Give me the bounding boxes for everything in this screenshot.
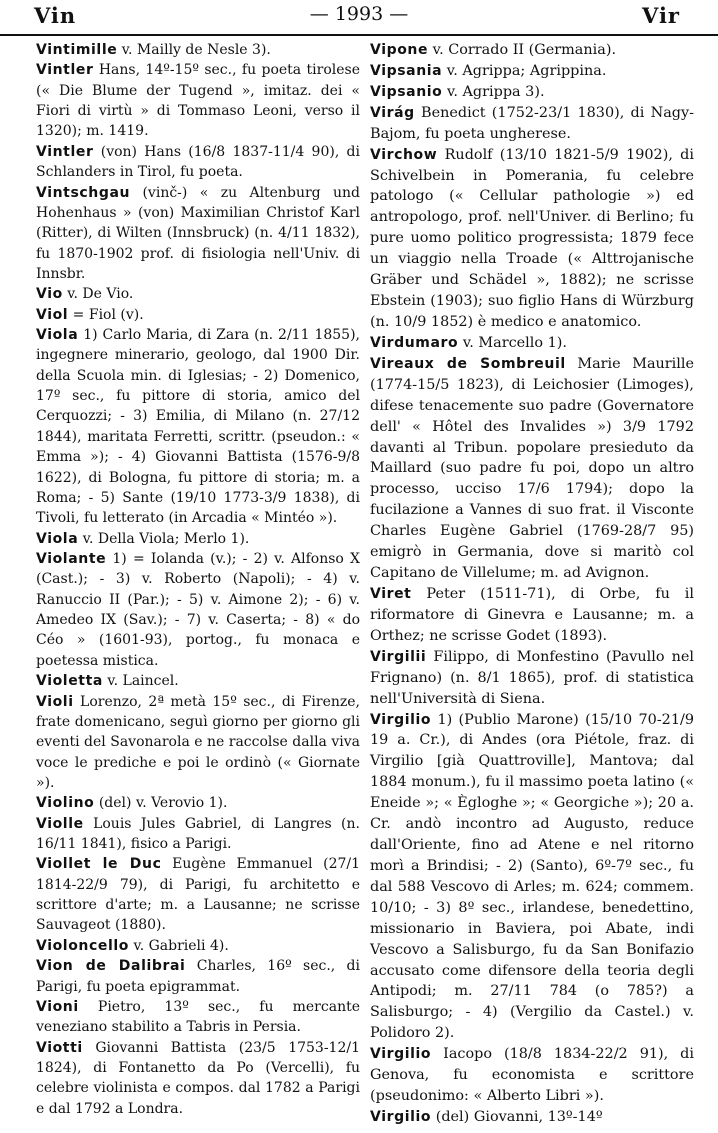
entry-text: v. Marcello 1). [458, 334, 567, 351]
dictionary-entry [370, 647, 694, 710]
entry-headword: Vipone [370, 42, 429, 58]
header-right-guide: Vir [642, 3, 680, 28]
dictionary-entry [36, 325, 360, 529]
dictionary-entry [36, 671, 360, 691]
entry-headword: Virdumaro [370, 334, 459, 351]
entry-headword: Violle [36, 815, 84, 832]
header-left-guide: Vin [34, 3, 77, 28]
dictionary-entry [36, 1038, 360, 1119]
entry-headword: Vintimille [36, 42, 118, 58]
entry-headword: Violino [36, 795, 95, 812]
dictionary-entry [370, 61, 694, 82]
dictionary-entry [370, 82, 694, 103]
dictionary-entry [36, 305, 360, 325]
entry-headword: Violoncello [36, 937, 129, 954]
entry-headword: Vion de Dalibrai [36, 958, 186, 975]
dictionary-entry [36, 183, 360, 285]
entry-text: v. Gabrieli 4). [129, 937, 229, 954]
left-column [36, 40, 360, 1119]
entry-text: = Fiol (v). [68, 306, 144, 323]
dictionary-entry [370, 333, 694, 354]
dictionary-entry [36, 60, 360, 141]
entry-headword: Virgilii [370, 648, 427, 665]
dictionary-entry [370, 103, 694, 145]
entry-text: v. Mailly de Nesle 3). [117, 42, 271, 58]
entry-headword: Viola [36, 530, 79, 547]
page-header [0, 0, 718, 36]
entry-headword: Virgilio [370, 1109, 432, 1126]
dictionary-entry [36, 692, 360, 794]
entry-headword: Vio [36, 286, 63, 303]
entry-headword: Vipsania [370, 62, 443, 79]
entry-headword: Violi [36, 693, 74, 710]
dictionary-entry [36, 40, 360, 60]
entry-headword: Vioni [36, 998, 79, 1015]
entry-headword: Virchow [370, 146, 438, 163]
entry-text: Lorenzo, 2ª metà 15º sec., di Firenze, frate domenicano, seguì giorno per giorno gli eventi del Savonarola e ne raccolse dalla viva voce le prediche e poi le ordinò (« Giornate »). [36, 693, 360, 791]
entry-headword: Vipsanio [370, 83, 443, 100]
entry-text: v. De Vio. [62, 286, 134, 303]
entry-headword: Vintler [36, 62, 94, 79]
entry-text: v. Agrippa; Agrippina. [442, 62, 607, 79]
entry-text: Hans, 14º-15º sec., fu poeta tirolese (« Die Blume der Tugend », imitaz. dei « Fiori di virtù » di Tommaso Leoni, verso il 1320); m. 1419. [36, 62, 360, 140]
entry-headword: Violetta [36, 673, 103, 690]
entry-headword: Vireaux de Sombreuil [370, 355, 566, 372]
entry-headword: Violante [36, 550, 107, 567]
dictionary-entry [36, 529, 360, 549]
entry-text: Louis Jules Gabriel, di Langres (n. 16/11 1841), fisico a Parigi. [36, 815, 360, 853]
entry-text: (del) v. Verovio 1). [94, 795, 228, 812]
dictionary-entry [36, 142, 360, 183]
entry-text: Filippo, di Monfestino (Pavullo nel Frignano) (n. 8/1 1865), prof. di statistica nell'Università di Siena. [370, 648, 694, 707]
entry-text: v. Agrippa 3). [442, 83, 545, 100]
dictionary-entry [370, 145, 694, 333]
dictionary-entry [36, 854, 360, 935]
dictionary-entry [36, 814, 360, 855]
entry-text: (von) Hans (16/8 1837-11/4 90), di Schlanders in Tirol, fu poeta. [36, 143, 360, 181]
dictionary-entry [36, 936, 360, 956]
page-number: — 1993 — [309, 3, 409, 25]
entry-text: v. Laincel. [102, 673, 179, 690]
entry-text: Benedict (1752-23/1 1830), di Nagy-Bajom, fu poeta ungherese. [370, 104, 694, 142]
entry-text: Rudolf (13/10 1821-5/9 1902), di Schivelbein in Pomerania, fu celebre patologo (« Cellular pathologie ») ed antropologo, prof. nell'Univer. di Berlino; fu pure uomo politico progressista; 1879 fece un viaggio nella Troade (« Alttrojanische Gräber und Schädel », 1882); ne scrisse Ebstein (1903); suo figlio Hans di Würzburg (n. 10/9 1852) è medico e anatomico. [370, 146, 694, 330]
entry-headword: Virgilio [370, 1046, 432, 1063]
dictionary-entry [36, 284, 360, 304]
right-column [370, 40, 694, 1128]
entry-text: Eugène Emmanuel (27/1 1814-22/9 79), di Parigi, fu architetto e scrittore d'arte; m. a Lausanne; ne scrisse Sauvageot (1880). [36, 856, 361, 934]
entry-text: Pietro, 13º sec., fu mercante veneziano stabilito a Tabris in Persia. [36, 998, 360, 1036]
entry-headword: Virgilio [370, 711, 432, 728]
entry-headword: Viotti [36, 1039, 83, 1056]
entry-headword: Vintler [36, 143, 94, 160]
dictionary-entry [370, 354, 694, 584]
entry-text: Giovanni Battista (23/5 1753-12/1 1824), di Fontanetto da Po (Vercelli), fu celebre violinista e compos. dal 1782 a Parigi e dal 1792 a Londra. [36, 1039, 360, 1117]
entry-text: Iacopo (18/8 1834-22/2 91), di Genova, fu economista e scrittore (pseudonimo: « Alberto Libri »). [370, 1046, 694, 1105]
entry-text: v. Della Viola; Merlo 1). [78, 530, 250, 547]
entry-headword: Viret [370, 585, 412, 602]
dictionary-entry [36, 793, 360, 813]
entry-text: v. Corrado II (Germania). [428, 42, 617, 58]
entry-text: 1) (Publio Marone) (15/10 70-21/9 19 a. Cr.), di Andes (ora Piétole, fraz. di Virgilio [già Quattroville], Mantova; dal 1884 monum.), fu il massimo poeta latino (« Eneide »; « Ègloghe »; « Georgiche »); 20 a. Cr. andò incontro ad Augusto, reduce dall'Oriente, fino ad Atene e nel ritorno morì a Brindisi; - 2) (Santo), 6º-7º sec., fu dal 588 Vescovo di Arles; m. 624; commem. 10/10; - 3) 8º sec., irlandese, benedettino, missionario in Baviera, poi Abate, indi Vescovo a Salisburgo, fu da San Bonifazio accusato come difensore della teoria degli Antipodi; m. 27/11 784 (o 785?) a Salisburgo; - 4) (Vergilio da Castel.) v. Polidoro 2). [370, 711, 694, 1042]
dictionary-entry [370, 1044, 694, 1107]
entry-text: (del) Giovanni, 13º-14º [431, 1109, 603, 1126]
entry-headword: Viola [36, 327, 79, 344]
dictionary-entry [36, 956, 360, 997]
dictionary-entry [370, 710, 694, 1045]
entry-headword: Virág [370, 104, 415, 121]
entry-text: 1) = Iolanda (v.); - 2) v. Alfonso X (Cast.); - 3) v. Roberto (Napoli); - 4) v. Ranuccio II (Par.); - 5) v. Aimone 2); - 6) v. Amedeo IX (Sav.); - 7) v. Caserta; - 8) « do Céo » (1601-93), portog., fu monaca e poetessa mistica. [36, 550, 360, 669]
entry-headword: Viollet le Duc [36, 856, 162, 873]
dictionary-entry [36, 997, 360, 1038]
entry-text: Peter (1511-71), di Orbe, fu il riformatore di Ginevra e Lausanne; m. a Orthez; ne scrisse Godet (1893). [370, 585, 694, 644]
dictionary-entry [370, 40, 694, 61]
entry-text: (vinč-) « zu Altenburg und Hohenhaus » (von) Maximilian Christof Karl (Ritter), di Wilten (Innsbruck) (n. 4/11 1832), fu 1870-1902 prof. di fisiologia nell'Univ. di Innsbr. [36, 184, 360, 282]
dictionary-entry [370, 1107, 694, 1128]
entry-text: Charles, 16º sec., di Parigi, fu poeta epigrammat. [36, 958, 360, 995]
entry-text: Marie Maurille (1774-15/5 1823), di Leichosier (Limoges), difese tenacemente suo padre (Governatore dell' « Hôtel des Invalides ») 3/9 1792 davanti al Tribun. popolare presieduto da Maillard (suo padre fu poi, dopo un altro processo, ucciso 17/6 1794); dopo la fucilazione a Vannes di suo frat. il Visconte Charles Eugène Gabriel (1769-28/7 95) emigrò in Germania, dove si maritò col Capitano de Villelume; m. ad Avignon. [370, 355, 694, 582]
entry-headword: Viol [36, 306, 69, 323]
entry-text: 1) Carlo Maria, di Zara (n. 2/11 1855), ingegnere minerario, geologo, dal 1900 Dir. della Scuola min. di Iglesias; - 2) Domenico, 17º sec., fu pittore di storia, amico del Cerquozzi; - 3) Emilia, di Milano (n. 27/12 1844), maritata Ferretti, scrittr. (pseudon.: « Emma »); - 4) Giovanni Battista (1576-9/8 1622), di Bologna, fu pittore di storia; m. a Roma; - 5) Sante (19/10 1773-3/9 1838), di Tivoli, fu letterato (in Arcadia « Mintéo »). [36, 327, 360, 527]
dictionary-entry [370, 584, 694, 647]
dictionary-entry [36, 549, 360, 671]
entry-headword: Vintschgau [36, 184, 131, 201]
